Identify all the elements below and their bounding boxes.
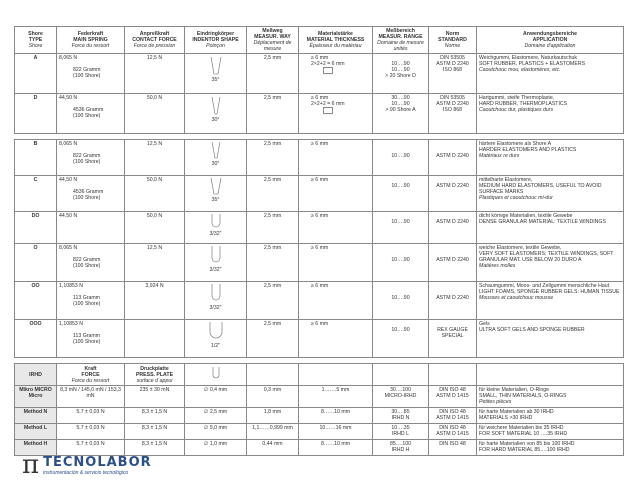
- range-cell: 10….90: [373, 212, 429, 244]
- norm-cell: ASTM D 2240: [429, 282, 477, 320]
- way-cell: 2,5 mm: [247, 54, 299, 94]
- norm-cell: ASTM D 2240: [429, 244, 477, 282]
- press-cell: 12,5 N: [125, 54, 185, 94]
- way-cell: 2,5 mm: [247, 320, 299, 358]
- force-cell: 5,7 ± 0,03 N: [57, 408, 125, 424]
- app-cell: für kleine Materialien, O-Ringe SMALL, THIN MATERIALS, O-RINGS Petites pièces: [477, 386, 624, 408]
- press-cell: 50,0 N: [125, 94, 185, 134]
- range-cell: 10….90: [373, 282, 429, 320]
- range-cell: 10….90: [373, 244, 429, 282]
- app-cell: härtere Elastomere als Shore A HARDER ELASTOMERS AND PLASTICS Matériaux re durs: [477, 140, 624, 176]
- indenter-cone-icon: [205, 177, 227, 197]
- type-cell: Method N: [15, 408, 57, 424]
- indenter-cell: 30°: [185, 94, 247, 134]
- range-cell: 30….100 MICRO-IRHD: [373, 386, 429, 408]
- range-cell: 10….90: [373, 176, 429, 212]
- thick-cell: ≥ 6 mm: [299, 244, 373, 282]
- force-cell: 5,7 ± 0,03 N: [57, 440, 125, 456]
- spring-cell: 1,10853 N 113 Gramm (100 Shore): [57, 282, 125, 320]
- app-cell: Weichgummi, Elastomere, Naturkautschuk SOFT RUBBER, PLASTICS + ELASTOMERS Caoutchouc mou, elastomères, etc.: [477, 54, 624, 94]
- col-indent: Eindringkörper INDENTOR SHAPE Poinçon: [185, 27, 247, 54]
- table-row: [15, 140, 624, 176]
- indenter-cell: ∅ 2,5 mm: [185, 408, 247, 424]
- shore-table: [14, 26, 624, 456]
- thick-cell: ≥ 6 mm: [299, 176, 373, 212]
- way-cell: 1,8 mm: [247, 408, 299, 424]
- brand-logo: [22, 452, 152, 478]
- irhd-type: IRHD: [15, 364, 57, 386]
- table-row: [15, 212, 624, 244]
- plate-cell: 8,3 ± 1,5 N: [125, 408, 185, 424]
- norm-cell: DIN 53505 ASTM D 2240 ISO 868: [429, 94, 477, 134]
- plate-cell: 8,3 ± 1,5 N: [125, 424, 185, 440]
- col-app: Anwendungsbereiche APPLICATION Domaine d'application: [477, 27, 624, 54]
- thick-cell: ≥ 6 mm: [299, 282, 373, 320]
- press-cell: 12,5 N: [125, 244, 185, 282]
- thick-cell: 8……10 mm: [299, 440, 373, 456]
- indenter-ball-icon: [205, 213, 227, 231]
- way-cell: 2,5 mm: [247, 282, 299, 320]
- norm-cell: DIN ISO 48: [429, 440, 477, 456]
- indenter-cell: ∅ 5,0 mm: [185, 424, 247, 440]
- type-cell: C: [15, 176, 57, 212]
- indenter-cell: 1/2": [185, 320, 247, 358]
- col-spring: Federkraft MAIN SPRING Force du ressort: [57, 27, 125, 54]
- indenter-cell: 30°: [185, 140, 247, 176]
- thick-cell: 8……10 mm: [299, 408, 373, 424]
- irhd-indenter-head: [185, 364, 247, 386]
- force-cell: 5,7 ± 0,03 N: [57, 424, 125, 440]
- type-cell: B: [15, 140, 57, 176]
- col-press: Anpreßkraft CONTACT FORCE Force de pression: [125, 27, 185, 54]
- way-cell: 0,3 mm: [247, 386, 299, 408]
- type-cell: A: [15, 54, 57, 94]
- type-cell: OO: [15, 282, 57, 320]
- col-thick: Materialstärke MATERIAL THICKNESS Épaisseur du matériau: [299, 27, 373, 54]
- press-cell: 12,5 N: [125, 140, 185, 176]
- way-cell: 1,1……0,999 mm: [247, 424, 299, 440]
- spring-cell: 8,065 N 822 Gramm (100 Shore): [57, 54, 125, 94]
- range-cell: 10….90: [373, 140, 429, 176]
- norm-cell: ASTM D 2240: [429, 176, 477, 212]
- press-cell: 3,924 N: [125, 282, 185, 320]
- col-range: Meßbereich MEASUR. RANGE Domaine de mesure unités: [373, 27, 429, 54]
- plate-cell: 8,3 ± 1,5 N: [125, 440, 185, 456]
- table-row: [15, 244, 624, 282]
- force-cell: 8,3 mN / 145,0 mN / 153,3 mN: [57, 386, 125, 408]
- spring-cell: 44,50 N 4536 Gramm (100 Shore): [57, 94, 125, 134]
- type-cell: OOO: [15, 320, 57, 358]
- indenter-ball-icon: [205, 321, 227, 343]
- range-cell: 85….100 IRHD H: [373, 440, 429, 456]
- app-cell: dicht körnige Materialien, textile Gewebe DENSE GRANULAR MATERIAL: TEXTILE WINDINGS: [477, 212, 624, 244]
- app-cell: weiche Elastomere, textile Gewebe, VERY SOFT ELASTOMERS; TEXTILE WINDINGS, SOFT GRANULAR MAT. USE BELOW 20 DURO A Matières molles: [477, 244, 624, 282]
- norm-cell: DIN ISO 48 ASTM D 1415: [429, 386, 477, 408]
- indenter-ball-icon: [205, 283, 227, 305]
- way-cell: 2,5 mm: [247, 244, 299, 282]
- way-cell: 2,5 mm: [247, 176, 299, 212]
- range-cell: 10….90 10….90 > 20 Shore D: [373, 54, 429, 94]
- app-cell: Hartgummi, steife Thermoplaste, HARD RUBBER, THERMOPLASTICS Caoutchouc dur, plastiques durs: [477, 94, 624, 134]
- indenter-cell: 35°: [185, 176, 247, 212]
- spring-cell: 8,065 N 822 Gramm (100 Shore): [57, 244, 125, 282]
- table-row: [15, 176, 624, 212]
- indenter-cell: 35°: [185, 54, 247, 94]
- indenter-cone-icon: [205, 95, 227, 117]
- norm-cell: ASTM D 2240: [429, 140, 477, 176]
- col-shore: Shore TYPE Shore: [15, 27, 57, 54]
- thick-cell: 1…….5 mm: [299, 386, 373, 408]
- norm-cell: ASTM D 2240: [429, 212, 477, 244]
- table-row: [15, 408, 624, 424]
- indenter-cone-icon: [205, 141, 227, 161]
- norm-cell: DIN ISO 48 ASTM D 1415: [429, 424, 477, 440]
- press-cell: 50,0 N: [125, 176, 185, 212]
- way-cell: 2,5 mm: [247, 94, 299, 134]
- indenter-ball-icon: [205, 245, 227, 267]
- type-cell: D: [15, 94, 57, 134]
- brand-name: TECNOLABOR: [43, 454, 152, 470]
- way-cell: 0,44 mm: [247, 440, 299, 456]
- indenter-cell: 3/32": [185, 212, 247, 244]
- table-row: [15, 282, 624, 320]
- pi-logo-icon: π: [22, 450, 40, 480]
- app-cell: für weichere Materialien bis 35 IRHD FOR SOFT MATERIAL 10 ….35 IRHD: [477, 424, 624, 440]
- indenter-cell: ∅ 1,0 mm: [185, 440, 247, 456]
- indenter-cell: 3/32": [185, 244, 247, 282]
- table-row: [15, 320, 624, 358]
- norm-cell: DIN ISO 48 ASTM D 1415: [429, 408, 477, 424]
- header-row: [15, 27, 624, 54]
- norm-cell: REX GAUGE SPECIAL: [429, 320, 477, 358]
- table-row: [15, 386, 624, 408]
- way-cell: 2,5 mm: [247, 140, 299, 176]
- spring-cell: 44,50 N 4536 Gramm (100 Shore): [57, 176, 125, 212]
- indenter-ball-icon: [211, 367, 221, 381]
- indenter-cell: ∅ 0,4 mm: [185, 386, 247, 408]
- type-cell: Method L: [15, 424, 57, 440]
- range-cell: 10….35 IRHD L: [373, 424, 429, 440]
- table-row: [15, 424, 624, 440]
- plate-cell: 235 ± 30 mN: [125, 386, 185, 408]
- col-norm: Norm STANDARD Norme: [429, 27, 477, 54]
- thick-cell: ≥ 6 mm: [299, 140, 373, 176]
- press-cell: [125, 320, 185, 358]
- table-row: [15, 54, 624, 94]
- app-cell: für harte Materialien ab 30 IRHD MATERIALS >30 IRHD: [477, 408, 624, 424]
- irhd-header-row: [15, 364, 624, 386]
- thick-cell: ≥ 6 mm 2×2+2 = 6 mm: [299, 54, 373, 94]
- type-cell: DO: [15, 212, 57, 244]
- spring-cell: 8,065 N 822 Gramm (100 Shore): [57, 140, 125, 176]
- thick-cell: ≥ 6 mm: [299, 212, 373, 244]
- type-cell: Method H: [15, 440, 57, 456]
- indenter-cell: 3/32": [185, 282, 247, 320]
- app-cell: für harte Materialien von 85 bis 100 IRHD FOR HARD MATERIAL 85….100 IRHD: [477, 440, 624, 456]
- way-cell: 2,5 mm: [247, 212, 299, 244]
- type-cell: O: [15, 244, 57, 282]
- table-row: [15, 94, 624, 134]
- type-cell: Mikro MICRO Micro: [15, 386, 57, 408]
- app-cell: Schaumgummi, Moos- und Zellgummi menschliche Haut LIGHT FOAMS, SPONGE RUBBER GELS: HUMAN TISSUE Mousses et caoutchouc mousse: [477, 282, 624, 320]
- range-cell: 30….85 IRHD N: [373, 408, 429, 424]
- range-cell: 30….90 10….90 > 90 Shore A: [373, 94, 429, 134]
- thick-cell: ≥ 6 mm: [299, 320, 373, 358]
- irhd-plate-head: Druckplatte PRESS. PLATE surface d´appui: [125, 364, 185, 386]
- spring-cell: 44,50 N: [57, 212, 125, 244]
- app-cell: Gels ULTRA SOFT GELS AND SPONGE RUBBER: [477, 320, 624, 358]
- spring-cell: 1,10853 N 113 Gramm (100 Shore): [57, 320, 125, 358]
- thick-cell: ≥ 6 mm 2×2+2 = 6 mm: [299, 94, 373, 134]
- col-way: Meßweg MEASUR. WAY Déplacement de mesure: [247, 27, 299, 54]
- indenter-cone-icon: [205, 55, 227, 77]
- range-cell: 10….90: [373, 320, 429, 358]
- brand-tagline: instrumentación & servicio tecnológico: [43, 469, 129, 476]
- norm-cell: DIN 53505 ASTM D 2240 ISO 868: [429, 54, 477, 94]
- press-cell: 50,0 N: [125, 212, 185, 244]
- thick-cell: 10……16 mm: [299, 424, 373, 440]
- irhd-force-head: Kraft FORCE Force du ressort: [57, 364, 125, 386]
- app-cell: mittelharte Elastomere, MEDIUM HARD ELASTOMERS, USEFUL TO AVOID SURFACE MARKS Plastiques et caoutchouc mi-dur: [477, 176, 624, 212]
